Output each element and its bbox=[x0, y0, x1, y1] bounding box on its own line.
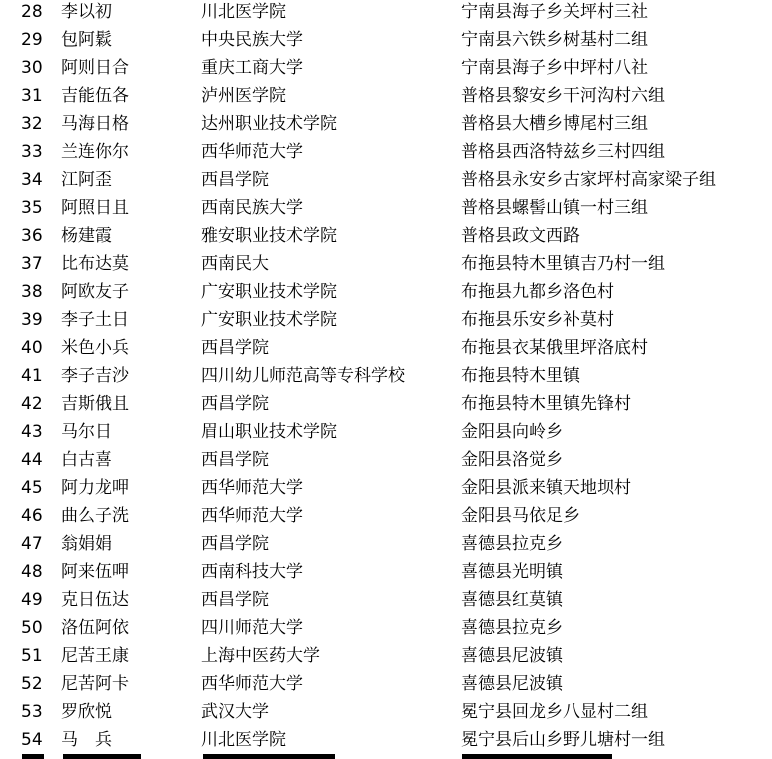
row-number: 28 bbox=[21, 2, 43, 22]
home-address: 布拖县特木里镇先锋村 bbox=[461, 394, 631, 414]
student-name: 江阿歪 bbox=[61, 170, 112, 190]
home-address: 冕宁县后山乡野儿塘村一组 bbox=[461, 730, 665, 750]
row-number: 29 bbox=[21, 30, 43, 50]
table-row bbox=[0, 362, 772, 390]
table-row bbox=[0, 110, 772, 138]
home-address: 普格县永安乡古家坪村高家梁子组 bbox=[461, 170, 716, 190]
school-name: 广安职业技术学院 bbox=[201, 282, 337, 302]
table-row bbox=[0, 0, 772, 26]
table-row bbox=[0, 670, 772, 698]
student-name: 吉能伍各 bbox=[61, 86, 129, 106]
row-number: 49 bbox=[21, 590, 43, 610]
row-number: 43 bbox=[21, 422, 43, 442]
table-row bbox=[0, 502, 772, 530]
school-name: 西华师范大学 bbox=[201, 674, 303, 694]
table-row bbox=[0, 278, 772, 306]
student-name: 杨建霞 bbox=[61, 226, 112, 246]
home-address: 宁南县海子乡中坪村八社 bbox=[461, 58, 648, 78]
home-address: 普格县西洛特兹乡三村四组 bbox=[461, 142, 665, 162]
home-address: 布拖县乐安乡补莫村 bbox=[461, 310, 614, 330]
home-address: 喜德县尼波镇 bbox=[461, 646, 563, 666]
school-name: 川北医学院 bbox=[201, 2, 286, 22]
student-name: 洛伍阿依 bbox=[61, 618, 129, 638]
school-name: 眉山职业技术学院 bbox=[201, 422, 337, 442]
student-name: 包阿鬏 bbox=[61, 30, 112, 50]
student-name: 罗欣悦 bbox=[61, 702, 112, 722]
home-address: 普格县黎安乡干河沟村六组 bbox=[461, 86, 665, 106]
home-address: 金阳县向岭乡 bbox=[461, 422, 563, 442]
school-name: 西南民族大学 bbox=[201, 198, 303, 218]
school-name: 川北医学院 bbox=[201, 730, 286, 750]
table-row bbox=[0, 26, 772, 54]
table-row bbox=[0, 82, 772, 110]
student-name: 吉斯俄且 bbox=[61, 394, 129, 414]
home-address: 布拖县特木里镇 bbox=[461, 366, 580, 386]
school-name: 西昌学院 bbox=[201, 590, 269, 610]
home-address: 金阳县派来镇天地坝村 bbox=[461, 478, 631, 498]
student-name: 兰连你尔 bbox=[61, 142, 129, 162]
home-address: 布拖县九都乡洛色村 bbox=[461, 282, 614, 302]
school-name: 西昌学院 bbox=[201, 394, 269, 414]
student-name: 白古喜 bbox=[61, 450, 112, 470]
table-row bbox=[0, 474, 772, 502]
row-number: 38 bbox=[21, 282, 43, 302]
school-name: 西南民大 bbox=[201, 254, 269, 274]
student-name: 阿则日合 bbox=[61, 58, 129, 78]
row-number: 36 bbox=[21, 226, 43, 246]
table-row bbox=[0, 222, 772, 250]
row-number: 32 bbox=[21, 114, 43, 134]
table-row bbox=[0, 418, 772, 446]
school-name: 西昌学院 bbox=[201, 338, 269, 358]
table-row bbox=[0, 586, 772, 614]
school-name: 上海中医药大学 bbox=[201, 646, 320, 666]
school-name: 武汉大学 bbox=[201, 702, 269, 722]
student-name: 马 兵 bbox=[61, 730, 112, 750]
home-address: 喜德县尼波镇 bbox=[461, 674, 563, 694]
home-address: 金阳县洛觉乡 bbox=[461, 450, 563, 470]
home-address: 喜德县拉克乡 bbox=[461, 534, 563, 554]
home-address: 布拖县特木里镇吉乃村一组 bbox=[461, 254, 665, 274]
school-name: 西华师范大学 bbox=[201, 142, 303, 162]
row-number: 44 bbox=[21, 450, 43, 470]
home-address: 喜德县光明镇 bbox=[461, 562, 563, 582]
home-address: 喜德县红莫镇 bbox=[461, 590, 563, 610]
student-name: 尼苦阿卡 bbox=[61, 674, 129, 694]
home-address: 宁南县六铁乡树基村二组 bbox=[461, 30, 648, 50]
table-row bbox=[0, 642, 772, 670]
table-row bbox=[0, 54, 772, 82]
school-name: 雅安职业技术学院 bbox=[201, 226, 337, 246]
home-address: 普格县螺髻山镇一村三组 bbox=[461, 198, 648, 218]
student-name: 李以初 bbox=[61, 2, 112, 22]
student-name: 马海日格 bbox=[61, 114, 129, 134]
school-name: 重庆工商大学 bbox=[201, 58, 303, 78]
cut-off-next-row bbox=[0, 750, 772, 759]
student-name: 克日伍达 bbox=[61, 590, 129, 610]
student-name: 尼苦王康 bbox=[61, 646, 129, 666]
student-name: 阿来伍呷 bbox=[61, 562, 129, 582]
school-name: 广安职业技术学院 bbox=[201, 310, 337, 330]
school-name: 西昌学院 bbox=[201, 450, 269, 470]
student-name: 米色小兵 bbox=[61, 338, 129, 358]
student-name: 马尔日 bbox=[61, 422, 112, 442]
school-name: 西南科技大学 bbox=[201, 562, 303, 582]
row-number: 52 bbox=[21, 674, 43, 694]
home-address: 普格县大槽乡博尾村三组 bbox=[461, 114, 648, 134]
table-row bbox=[0, 138, 772, 166]
student-name: 李子土日 bbox=[61, 310, 129, 330]
school-name: 泸州医学院 bbox=[201, 86, 286, 106]
row-number: 41 bbox=[21, 366, 43, 386]
student-name: 阿欧友子 bbox=[61, 282, 129, 302]
row-number: 50 bbox=[21, 618, 43, 638]
row-number: 51 bbox=[21, 646, 43, 666]
table-row bbox=[0, 530, 772, 558]
home-address: 冕宁县回龙乡八显村二组 bbox=[461, 702, 648, 722]
row-number: 31 bbox=[21, 86, 43, 106]
table-row bbox=[0, 250, 772, 278]
student-name: 比布达莫 bbox=[61, 254, 129, 274]
row-number: 42 bbox=[21, 394, 43, 414]
row-number: 33 bbox=[21, 142, 43, 162]
table-row bbox=[0, 614, 772, 642]
home-address: 布拖县衣某俄里坪洛底村 bbox=[461, 338, 648, 358]
school-name: 中央民族大学 bbox=[201, 30, 303, 50]
student-name: 李子吉沙 bbox=[61, 366, 129, 386]
home-address: 普格县政文西路 bbox=[461, 226, 580, 246]
row-number: 40 bbox=[21, 338, 43, 358]
table-row bbox=[0, 166, 772, 194]
row-number: 39 bbox=[21, 310, 43, 330]
table-row bbox=[0, 446, 772, 474]
table-row bbox=[0, 194, 772, 222]
school-name: 西昌学院 bbox=[201, 534, 269, 554]
row-number: 34 bbox=[21, 170, 43, 190]
row-number: 54 bbox=[21, 730, 43, 750]
student-name: 阿照日且 bbox=[61, 198, 129, 218]
row-number: 46 bbox=[21, 506, 43, 526]
school-name: 四川幼儿师范高等专科学校 bbox=[201, 366, 405, 386]
row-number: 30 bbox=[21, 58, 43, 78]
student-name: 翁娟娟 bbox=[61, 534, 112, 554]
row-number: 47 bbox=[21, 534, 43, 554]
school-name: 西昌学院 bbox=[201, 170, 269, 190]
table-row bbox=[0, 698, 772, 726]
home-address: 金阳县马依足乡 bbox=[461, 506, 580, 526]
home-address: 宁南县海子乡关坪村三社 bbox=[461, 2, 648, 22]
student-name: 曲么子洗 bbox=[61, 506, 129, 526]
school-name: 达州职业技术学院 bbox=[201, 114, 337, 134]
row-number: 35 bbox=[21, 198, 43, 218]
table-row bbox=[0, 558, 772, 586]
row-number: 53 bbox=[21, 702, 43, 722]
school-name: 西华师范大学 bbox=[201, 478, 303, 498]
table-row bbox=[0, 334, 772, 362]
table-row bbox=[0, 306, 772, 334]
row-number: 37 bbox=[21, 254, 43, 274]
school-name: 西华师范大学 bbox=[201, 506, 303, 526]
student-name: 阿力龙呷 bbox=[61, 478, 129, 498]
home-address: 喜德县拉克乡 bbox=[461, 618, 563, 638]
school-name: 四川师范大学 bbox=[201, 618, 303, 638]
table-row bbox=[0, 390, 772, 418]
row-number: 48 bbox=[21, 562, 43, 582]
row-number: 45 bbox=[21, 478, 43, 498]
